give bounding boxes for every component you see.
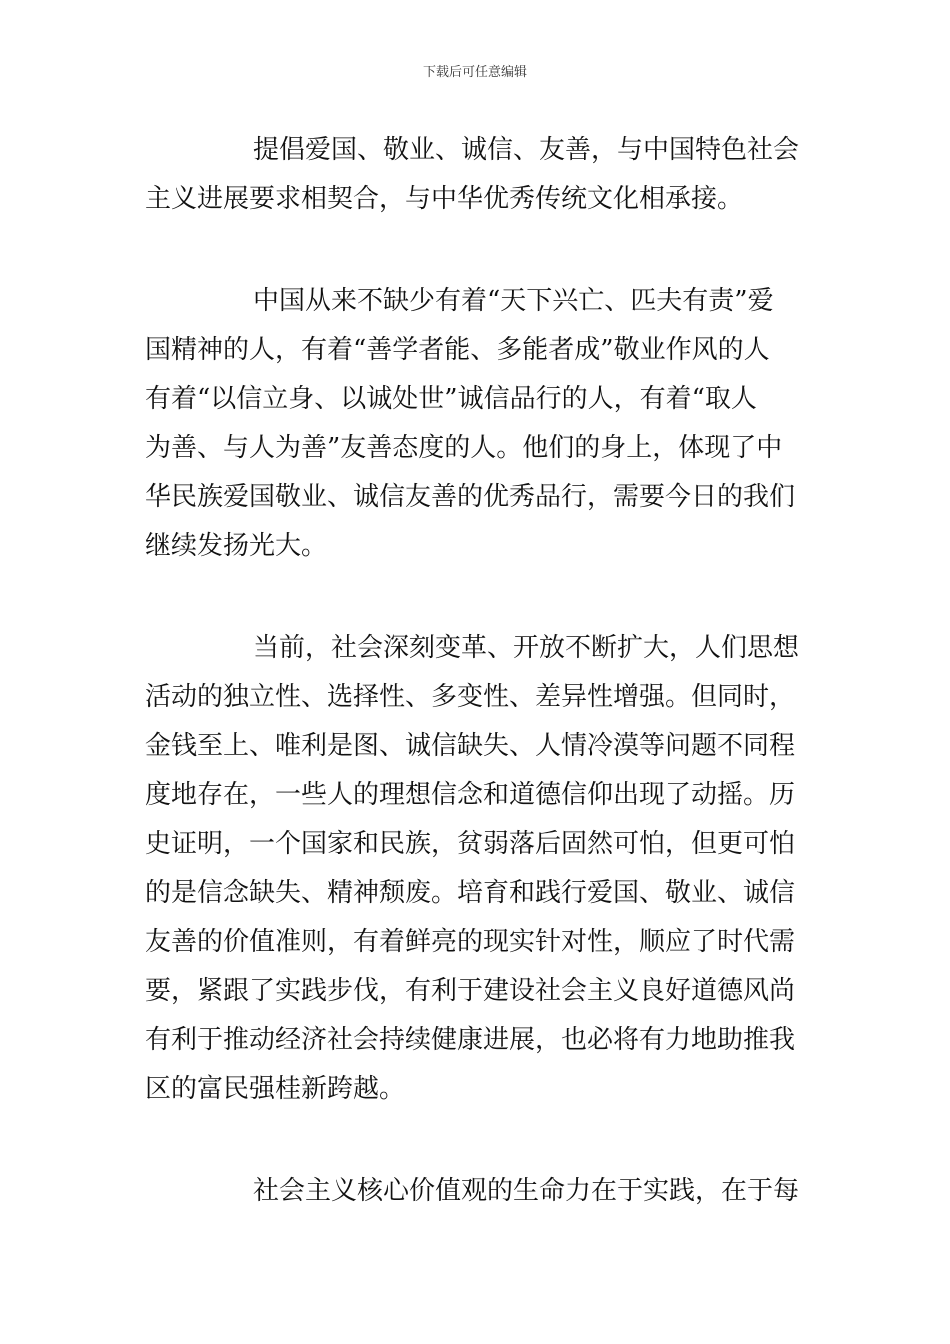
paragraph-line: 要，紧跟了实践步伐，有利于建设社会主义良好道德风尚 <box>145 976 796 1006</box>
paragraph-line: 当前，社会深刻变革、开放不断扩大，人们思想 <box>253 633 800 663</box>
paragraph-line: 史证明，一个国家和民族，贫弱落后固然可怕，但更可怕 <box>145 829 796 859</box>
paragraph-line: 活动的独立性、选择性、多变性、差异性增强。但同时， <box>145 682 796 712</box>
paragraph-2 <box>145 277 805 571</box>
paragraph-line: 区的富民强桂新跨越。 <box>145 1074 406 1104</box>
paragraph-4 <box>145 1167 805 1216</box>
document-body <box>145 126 805 1269</box>
paragraph-line: 中国从来不缺少有着“天下兴亡、匹夫有责”爱 <box>253 286 774 316</box>
paragraph-line: 继续发扬光大。 <box>145 531 328 561</box>
paragraph-line: 主义进展要求相契合，与中华优秀传统文化相承接。 <box>145 184 744 214</box>
paragraph-line: 友善的价值准则，有着鲜亮的现实针对性，顺应了时代需 <box>145 927 796 957</box>
paragraph-1 <box>145 126 805 224</box>
paragraph-3 <box>145 624 805 1114</box>
page-header: 下载后可任意编辑 <box>422 65 527 80</box>
paragraph-line: 有利于推动经济社会持续健康进展，也必将有力地助推我 <box>145 1025 796 1055</box>
paragraph-line: 为善、与人为善”友善态度的人。他们的身上，体现了中 <box>145 433 783 463</box>
paragraph-line: 国精神的人，有着“善学者能、多能者成”敬业作风的人 <box>145 335 770 365</box>
paragraph-line: 度地存在，一些人的理想信念和道德信仰出现了动摇。历 <box>145 780 796 810</box>
paragraph-line: 的是信念缺失、精神颓废。培育和践行爱国、敬业、诚信 <box>145 878 796 908</box>
paragraph-line: 华民族爱国敬业、诚信友善的优秀品行，需要今日的我们 <box>145 482 796 512</box>
paragraph-line: 有着“以信立身、以诚处世”诚信品行的人，有着“取人 <box>145 384 757 414</box>
paragraph-line: 社会主义核心价值观的生命力在于实践，在于每 <box>253 1176 800 1206</box>
paragraph-line: 提倡爱国、敬业、诚信、友善，与中国特色社会 <box>253 135 800 165</box>
paragraph-line: 金钱至上、唯利是图、诚信缺失、人情冷漠等问题不同程 <box>145 731 796 761</box>
